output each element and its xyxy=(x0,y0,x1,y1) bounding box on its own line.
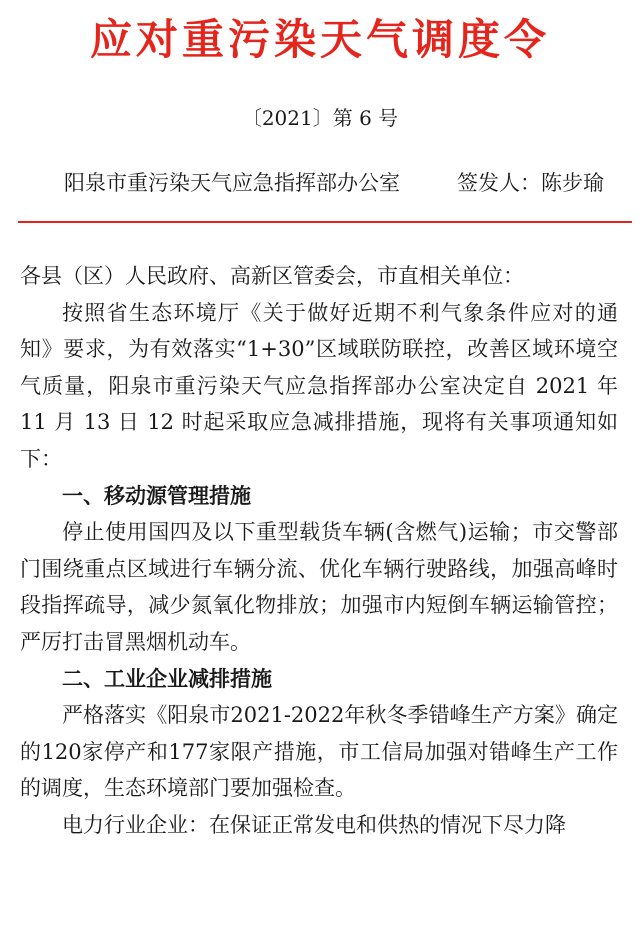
signer: 签发人：陈步瑜 xyxy=(457,171,604,195)
section-2-paragraph: 严格落实《阳泉市2021-2022年秋冬季错峰生产方案》确定的120家停产和177家限产措施，市工信局加强对错峰生产工作的调度，生态环境部门要加强检查。 xyxy=(20,703,618,801)
header-divider xyxy=(18,221,632,223)
power-industry-paragraph: 电力行业企业：在保证正常发电和供热的情况下尽力降 xyxy=(62,812,566,837)
issuer: 阳泉市重污染天气应急指挥部办公室 xyxy=(64,171,400,195)
intro-paragraph: 按照省生态环境厅《关于做好近期不利气象条件应对的通知》要求，为有效落实“1+30”区域联防联控，改善区域环境空气质量，阳泉市重污染天气应急指挥部办公室决定自 2021 年 11 月 13 日 12 时起采取应急减排措施，现将有关事项通知如下： xyxy=(20,300,618,471)
document-body xyxy=(20,258,618,844)
salutation: 各县（区）人民政府、高新区管委会，市直相关单位： xyxy=(20,264,524,288)
document-number: 〔2021〕第 6 号 xyxy=(241,106,399,130)
section-1-paragraph: 停止使用国四及以下重型载货车辆(含燃气)运输；市交警部门围绕重点区域进行车辆分流、优化车辆行驶路线，加强高峰时段指挥疏导，减少氮氧化物排放；加强市内短倒车辆运输管控；严厉打击冒黑烟机动车。 xyxy=(20,520,618,654)
section-1-heading: 一、移动源管理措施 xyxy=(62,483,251,508)
document-title: 应对重污染天气调度令 xyxy=(89,15,550,64)
section-2-heading: 二、工业企业减排措施 xyxy=(62,666,272,691)
